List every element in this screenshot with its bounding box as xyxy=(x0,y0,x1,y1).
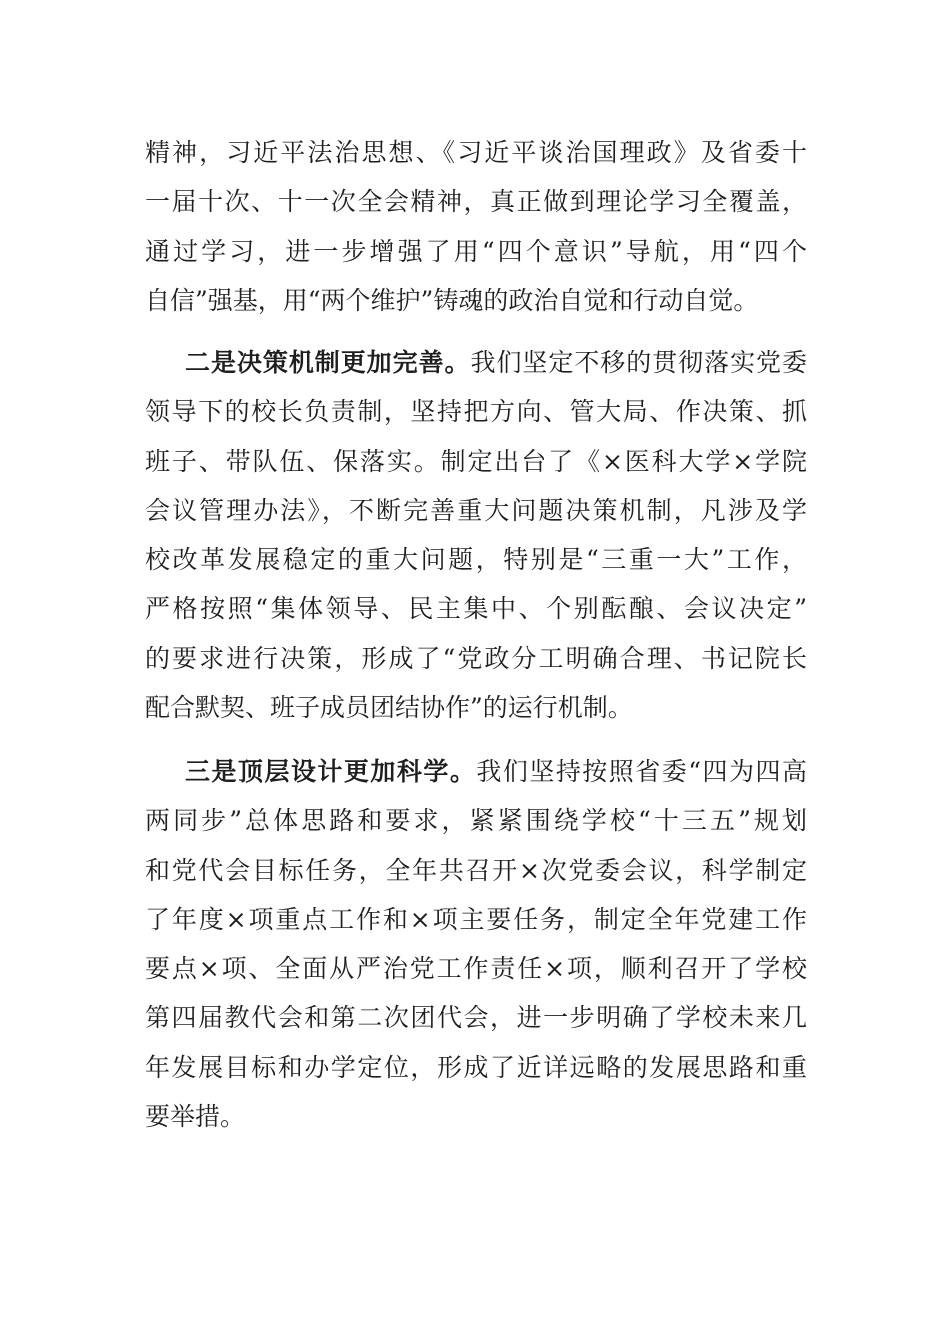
paragraph-line xyxy=(145,634,807,683)
paragraph-line xyxy=(145,387,807,436)
line-text: 的要求进行决策，形成了“党政分工明确合理、书记院长 xyxy=(145,643,807,673)
paragraph-line xyxy=(145,1092,807,1141)
paragraph-line xyxy=(145,1043,807,1092)
line-text: 要举措。 xyxy=(145,1102,246,1132)
line-text: 我们坚持按照省委“四为四高 xyxy=(476,757,807,786)
line-text: 年发展目标和办学定位，形成了近详远略的发展思路和重 xyxy=(145,1052,807,1082)
line-text: 了年度×项重点工作和×项主要任务，制定全年党建工作 xyxy=(145,904,807,934)
paragraph-line xyxy=(145,535,807,584)
paragraph-line xyxy=(145,846,807,895)
paragraph-3 xyxy=(145,747,807,1141)
paragraph-heading: 二是决策机制更加完善。 xyxy=(185,348,471,377)
line-text: 一届十次、十一次全会精神，真正做到理论学习全覆盖， xyxy=(145,187,807,217)
paragraph-line xyxy=(145,276,807,325)
line-text: 校改革发展稳定的重大问题，特别是“三重一大”工作， xyxy=(145,545,807,575)
paragraph-line xyxy=(145,486,807,535)
paragraph-line xyxy=(145,177,807,226)
line-text: 通过学习，进一步增强了用“四个意识”导航，用“四个 xyxy=(145,236,807,266)
paragraph-line xyxy=(145,227,807,276)
line-text: 第四届教代会和第二次团代会，进一步明确了学校未来几 xyxy=(145,1003,807,1033)
line-text: 要点×项、全面从严治党工作责任×项，顺利召开了学校 xyxy=(145,954,807,984)
paragraph-line xyxy=(145,993,807,1042)
paragraph-line xyxy=(145,683,807,732)
line-text: 精神，习近平法治思想、《习近平谈治国理政》及省委十 xyxy=(145,138,807,167)
line-text: 严格按照“集体领导、民主集中、个别酝酿、会议决定” xyxy=(145,594,807,624)
paragraph-line xyxy=(145,338,807,387)
paragraph-1 xyxy=(145,128,807,325)
line-text: 两同步”总体思路和要求，紧紧围绕学校“十三五”规划 xyxy=(145,806,807,836)
line-text: 我们坚定不移的贯彻落实党委 xyxy=(470,348,807,377)
paragraph-line xyxy=(145,796,807,845)
paragraph-line xyxy=(145,895,807,944)
line-text: 会议管理办法》，不断完善重大问题决策机制，凡涉及学 xyxy=(145,495,807,525)
paragraph-line xyxy=(145,584,807,633)
line-text: 自信”强基，用“两个维护”铸魂的政治自觉和行动自觉。 xyxy=(145,285,759,315)
line-text: 和党代会目标任务，全年共召开×次党委会议，科学制定 xyxy=(145,855,807,885)
paragraph-line xyxy=(145,437,807,486)
paragraph-line xyxy=(145,128,807,177)
paragraph-line xyxy=(145,944,807,993)
line-text: 班子、带队伍、保落实。制定出台了《×医科大学×学院 xyxy=(145,446,807,476)
paragraph-2 xyxy=(145,338,807,732)
line-text: 领导下的校长负责制，坚持把方向、管大局、作决策、抓 xyxy=(145,397,807,427)
paragraph-heading: 三是顶层设计更加科学。 xyxy=(185,757,477,786)
paragraph-line xyxy=(145,747,807,796)
line-text: 配合默契、班子成员团结协作”的运行机制。 xyxy=(145,693,633,723)
